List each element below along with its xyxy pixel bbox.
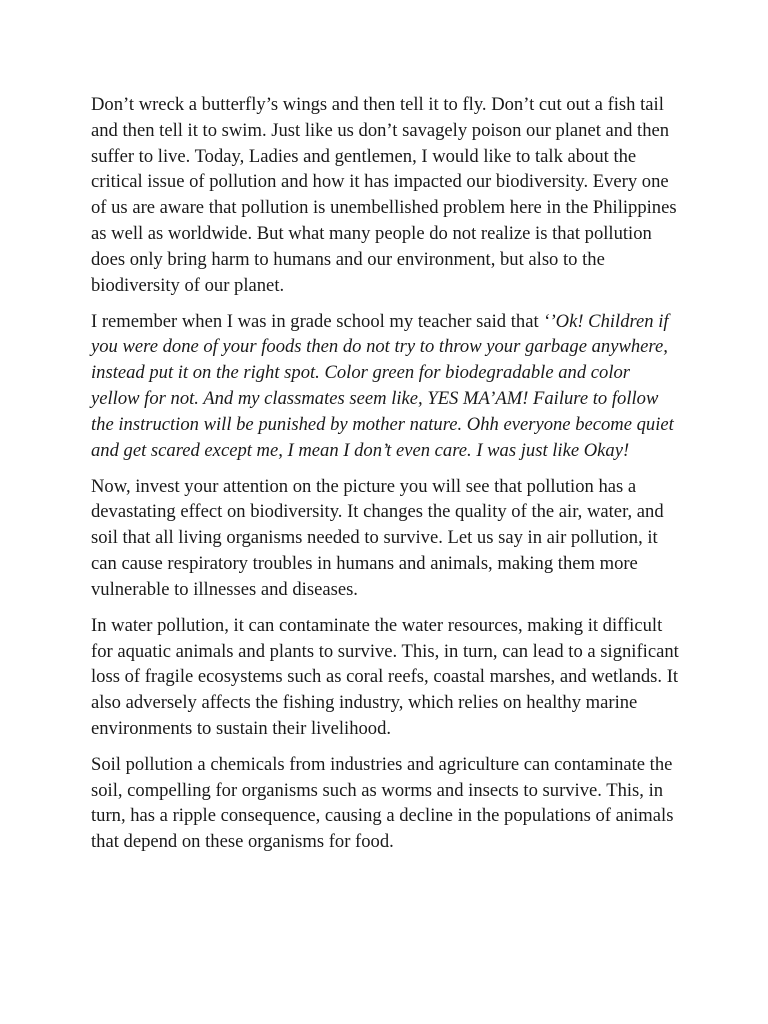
document-page bbox=[91, 92, 683, 865]
paragraph-intro: Don’t wreck a butterfly’s wings and then tell it to fly. Don’t cut out a fish tail and then tell it to swim. Just like us don’t savagely poison our planet and then suffer to live. Today, Ladies and gentlemen, I would like to talk about the critical issue of pollution and how it has impacted our biodiversity. Every one of us are aware that pollution is unembellished problem here in the Philippines as well as worldwide. But what many people do not realize is that pollution does only bring harm to humans and our environment, but also to the biodiversity of our planet. bbox=[91, 94, 677, 296]
teacher-quote: ‘’Ok! Children if you were done of your foods then do not try to throw your garbage anywhere, instead put it on the right spot. Color green for biodegradable and color yellow for not. And my classmates seem like, YES MA’AM! Failure to follow the instruction will be punished by mother nature. Ohh everyone become quiet and get scared except me, I mean I don’t even care. I was just like Okay! bbox=[91, 310, 674, 461]
paragraph-soil-pollution: Soil pollution a chemicals from industries and agriculture can contaminate the soil, compelling for organisms such as worms and insects to survive. This, in turn, has a ripple consequence, causing a decline in the populations of animals that depend on these organisms for food. bbox=[91, 753, 674, 853]
paragraph-teacher-memory bbox=[91, 309, 683, 464]
paragraph-air-pollution: Now, invest your attention on the picture you will see that pollution has a devastating effect on biodiversity. It changes the quality of the air, water, and soil that all living organisms needed to survive. Let us say in air pollution, it can cause respiratory troubles in humans and animals, making them more vulnerable to illnesses and diseases. bbox=[91, 475, 664, 600]
paragraph-water-pollution: In water pollution, it can contaminate the water resources, making it difficult for aquatic animals and plants to survive. This, in turn, can lead to a significant loss of fragile ecosystems such as coral reefs, coastal marshes, and wetlands. It also adversely affects the fishing industry, which relies on healthy marine environments to sustain their livelihood. bbox=[91, 614, 679, 739]
paragraph-teacher-lead: I remember when I was in grade school my teacher said that bbox=[91, 310, 544, 332]
